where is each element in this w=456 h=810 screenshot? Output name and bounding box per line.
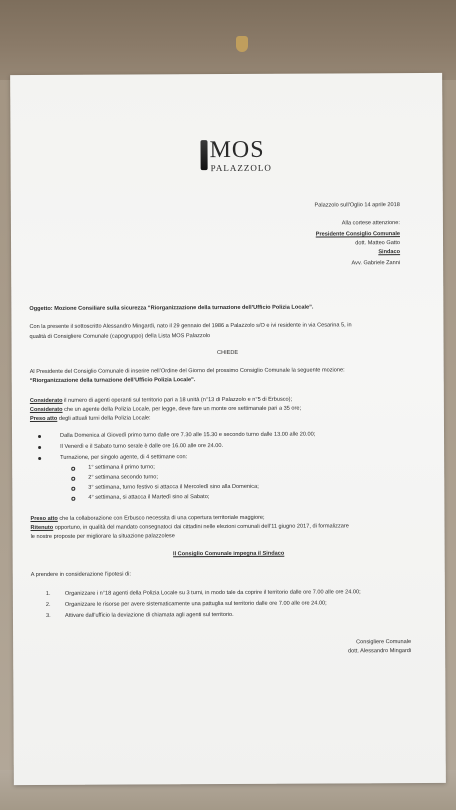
request-line-2: “Riorganizzazione della turnazione dell’Ufficio Polizia Locale”. bbox=[29, 377, 196, 385]
date-line: Palazzolo sull'Oglio 14 aprile 2018 bbox=[314, 202, 400, 209]
settimana-item-2: 2° settimana secondo turno; bbox=[88, 474, 158, 481]
consideration-2 bbox=[30, 406, 301, 414]
ritenuto-text: opportuno, in qualità del mandato consegnatoci dai cittadini nelle elezioni comunali dell’11 giugno 2017, di formalizzare bbox=[53, 523, 349, 531]
attention-line: Alla cortese attenzione: bbox=[341, 220, 400, 227]
ritenuto-line-1 bbox=[31, 523, 349, 532]
sub-bullet-icon bbox=[71, 487, 75, 491]
consideration-3-text: degli attuali turni della Polizia Locale: bbox=[57, 415, 151, 422]
signature-name: dott. Alessandro Mingardi bbox=[348, 648, 412, 655]
chiede-heading: CHIEDE bbox=[217, 349, 239, 357]
intro-line-1: Con la presente il sottoscritto Alessandro Mingardi, nato il 29 gennaio del 1986 a Palazzolo s/O e ivi residente in via Cesarina 5, in bbox=[29, 322, 352, 331]
ipotesi-num-2: 2. bbox=[45, 601, 51, 608]
mos-logo bbox=[200, 138, 280, 178]
logo-seal-icon bbox=[200, 140, 207, 170]
logo-sub-text: PALAZZOLO bbox=[210, 162, 272, 174]
letter-paper bbox=[10, 73, 446, 785]
preso-atto-line bbox=[30, 515, 264, 523]
signature-role: Consigliere Comunale bbox=[356, 639, 412, 646]
ipotesi-text-1: Organizzare i n°18 agenti della Polizia Locale su 3 turni, in modo tale da coprire il territorio dalle ore 7.00 alle ore 24.00; bbox=[64, 589, 361, 597]
settimana-item-1: 1° settimana il primo turno; bbox=[88, 464, 155, 471]
subject-title: “Riorganizzazione della turnazione dell’Ufficio Polizia Locale”. bbox=[147, 304, 314, 312]
ipotesi-num-1: 1. bbox=[45, 590, 51, 597]
intro-line-2: qualità di Consigliere Comunale (capogruppo) della Lista MOS Palazzolo bbox=[29, 333, 211, 341]
table-surface-top bbox=[0, 0, 456, 80]
ipotesi-num-3: 3. bbox=[45, 612, 51, 619]
sub-bullet-icon bbox=[71, 497, 75, 501]
sub-bullet-icon bbox=[71, 467, 75, 471]
recipient-mayor-title: Sindaco bbox=[378, 249, 401, 256]
consideration-3 bbox=[30, 415, 151, 423]
sub-bullet-icon bbox=[71, 477, 75, 481]
recipient-mayor-name: Avv. Gabriele Zanni bbox=[351, 260, 401, 267]
bullet-icon bbox=[38, 457, 41, 460]
turno-item-2: Il Venerdì e il Sabato turno serale è dalle ore 16.00 alle ore 24.00. bbox=[60, 443, 224, 450]
consideration-2-text: che un agente della Polizia Locale, per legge, deve fare un monte ore settimanale pari a 35 ore; bbox=[62, 405, 302, 413]
consideration-2-lead: Considerato bbox=[29, 406, 63, 414]
ipotesi-text-2: Organizzare le risorse per avere sistematicamente una pattuglia sul territorio dalle ore 7.00 alle ore 24.00; bbox=[64, 600, 327, 608]
subject-label: Oggetto: Mozione Consiliare sulla sicurezza bbox=[29, 305, 147, 313]
consideration-1-text: il numero di agenti operanti sul territorio pari a 18 unità (n°13 di Palazzolo e n°5 di Erbusco); bbox=[62, 396, 293, 404]
settimana-item-4: 4° settimana, si attacca il Martedì sino al Sabato; bbox=[88, 494, 210, 501]
subject-line bbox=[29, 305, 313, 313]
impegna-heading: Il Consiglio Comunale impegna il Sindaco bbox=[172, 550, 285, 558]
recipient-president-title: Presidente Consiglio Comunale bbox=[315, 231, 400, 238]
consideration-1-lead: Considerato bbox=[29, 397, 63, 405]
turno-item-1: Dalla Domenica al Giovedì primo turno dalle ore 7.30 alle 15.30 e secondo turno dalle 13.00 alle 20.00; bbox=[60, 431, 316, 439]
recipient-president-name: dott. Matteo Gatto bbox=[355, 240, 401, 247]
turno-item-3: Turnazione, per singolo agente, di 4 settimane con: bbox=[60, 454, 188, 461]
table-object bbox=[236, 36, 248, 52]
logo-main-text: MOS bbox=[209, 136, 265, 164]
bullet-icon bbox=[38, 446, 41, 449]
consideration-3-lead: Preso atto bbox=[29, 415, 58, 423]
ritenuto-line-2: le nostre proposte per migliorare la situazione palazzolese bbox=[30, 533, 175, 541]
settimana-item-3: 3° settimana, turno festivo si attacca il Mercoledì sino alla Domenica; bbox=[88, 483, 259, 491]
request-line-1: Al Presidente del Consiglio Comunale di inserire nell’Ordine del Giorno del prossimo Consiglio Comunale la seguente mozione: bbox=[29, 367, 345, 376]
preso-atto-lead: Preso atto bbox=[30, 515, 58, 523]
preso-atto-text: che la collaborazione con Erbusco necessita di una copertura territoriale maggiore; bbox=[57, 514, 265, 522]
consideration-1 bbox=[30, 397, 292, 405]
ritenuto-lead: Ritenuto bbox=[30, 524, 54, 532]
ipotesi-text-3: Attivare dall’ufficio la deviazione di chiamata agli agenti sul territorio. bbox=[64, 611, 234, 619]
bullet-icon bbox=[38, 435, 41, 438]
ipotesi-intro: A prendere in considerazione l’ipotesi di: bbox=[30, 571, 131, 579]
